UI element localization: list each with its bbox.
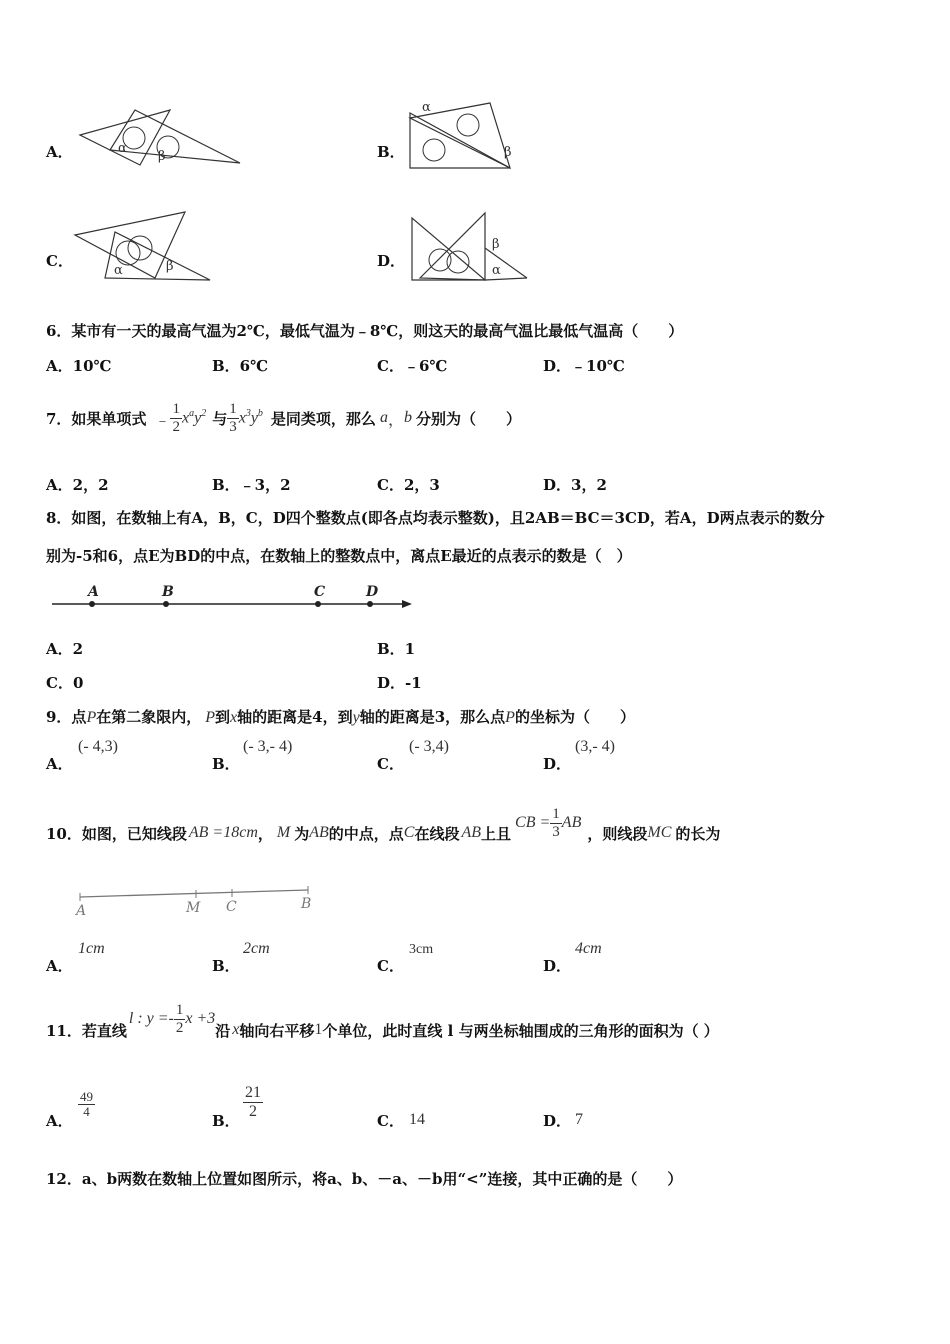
q5c-beta: β xyxy=(166,259,174,274)
q5-figure-d xyxy=(400,208,540,288)
q11-option-b-value: $\frac{21}{2}$ xyxy=(245,1084,261,1120)
q8-option-d: D．-1 xyxy=(377,674,422,692)
q10-label-a: A xyxy=(76,903,87,919)
q10-segment-figure xyxy=(76,882,326,922)
q9-option-d-value: (3,- 4) xyxy=(575,738,615,755)
q8-option-a: A．2 xyxy=(46,640,84,658)
q10-option-b-value: 2cm xyxy=(243,940,270,957)
q10-option-b-label: B． xyxy=(212,957,240,975)
q8-point-a: A xyxy=(88,584,99,600)
q11-option-d-value: 7 xyxy=(575,1111,583,1128)
q8-point-b: B xyxy=(162,584,174,600)
q7-option-a: A．2，2 xyxy=(46,476,109,494)
q8-option-b: B．1 xyxy=(377,640,416,658)
q10-option-c-label: C． xyxy=(377,957,404,975)
q5-option-c-label: C． xyxy=(46,252,73,270)
q7-stem-start: 7．如果单项式 xyxy=(46,409,147,428)
q5a-beta: β xyxy=(158,149,166,164)
q9-option-b-value: (- 3,- 4) xyxy=(243,738,293,755)
q7-option-c: C．2，3 xyxy=(377,476,440,494)
q10-label-c: C xyxy=(226,899,237,915)
q5-option-d-label: D． xyxy=(377,252,406,270)
q6-stem: 6．某市有一天的最高气温为2℃，最低气温为﹣8℃，则这天的最高气温比最低气温高（ ） xyxy=(46,322,684,340)
q10-option-d-value: 4cm xyxy=(575,940,602,957)
q7-option-b: B．﹣3，2 xyxy=(212,476,291,494)
q5d-beta: β xyxy=(492,237,500,252)
q10-label-b: B xyxy=(301,896,312,912)
q10-label-m: M xyxy=(186,900,201,916)
q11-option-d-label: D． xyxy=(543,1112,572,1130)
q9-option-a-value: (- 4,3) xyxy=(78,738,118,755)
q5b-beta: β xyxy=(504,145,512,160)
q7-stem: 7．如果单项式 ﹣ $\frac{1}{2}$ $x^ay^2$ 与 $\frac{1}{3}$ $x^3y^b$ 是同类项，那么 a ， b 分别为（ ） xyxy=(46,401,521,435)
q5c-alpha: α xyxy=(114,263,123,278)
q8-point-c: C xyxy=(314,584,326,600)
q7-option-d: D．3，2 xyxy=(543,476,607,494)
q6-option-a: A．10℃ xyxy=(46,357,112,375)
q6-option-d: D．﹣10℃ xyxy=(543,357,625,375)
q10-option-c-value: 3cm xyxy=(409,942,434,957)
q9-option-c-label: C． xyxy=(377,755,404,773)
q5-figure-b xyxy=(400,98,540,178)
q8-option-c: C．0 xyxy=(46,674,84,692)
q11-option-c-value: 14 xyxy=(409,1111,425,1128)
q12-stem: 12．a、b两数在数轴上位置如图所示，将a、b、－a、－b用“<”连接，其中正确的是（ ） xyxy=(46,1170,683,1188)
q5a-alpha: α xyxy=(118,141,127,156)
q5-option-b-label: B． xyxy=(377,143,405,161)
q8-point-d: D xyxy=(366,584,379,600)
q6-option-b: B．6℃ xyxy=(212,357,269,375)
q11-option-a-label: A． xyxy=(46,1112,73,1130)
q5d-alpha: α xyxy=(492,263,501,278)
q5-figure-c xyxy=(70,208,220,288)
q10-stem: 10．如图，已知线段 AB =18cm ， M 为 AB 的中点，点 C 在线段 AB 上且 CB = $\frac{1}{3}$ AB ，则线段 MC 的长为 xyxy=(46,806,721,843)
q8-number-line xyxy=(50,582,420,617)
q6-option-c: C．﹣6℃ xyxy=(377,357,448,375)
q9-option-c-value: (- 3,4) xyxy=(409,738,449,755)
q9-option-a-label: A． xyxy=(46,755,73,773)
q11-option-c-label: C． xyxy=(377,1112,404,1130)
q5-option-a-label: A． xyxy=(46,143,73,161)
q11-option-a-value: $\frac{49}{4}$ xyxy=(80,1089,93,1120)
q11-option-b-label: B． xyxy=(212,1112,240,1130)
q8-stem-line1: 8．如图，在数轴上有A，B，C，D四个整数点(即各点均表示整数)，且2AB＝BC＝3CD，若A，D两点表示的数分 xyxy=(46,509,825,527)
q5-figure-a xyxy=(70,100,250,180)
q10-option-a-value: 1cm xyxy=(78,940,105,957)
q10-option-a-label: A． xyxy=(46,957,73,975)
q9-option-b-label: B． xyxy=(212,755,240,773)
q11-stem: 11．若直线 l : y =- $\frac{1}{2}$ x +3 沿 x 轴向右平移 1 个单位，此时直线 l 与两坐标轴围成的三角形的面积为（ ） xyxy=(46,1002,719,1040)
q10-option-d-label: D． xyxy=(543,957,572,975)
q8-stem-line2: 别为-5和6，点E为BD的中点，在数轴上的整数点中，离点E最近的点表示的数是（ ） xyxy=(46,547,632,565)
q9-option-d-label: D． xyxy=(543,755,572,773)
q9-stem: 9．点P在第二象限内， P到x轴的距离是4，到y轴的距离是3，那么点P的坐标为（ ） xyxy=(46,708,635,726)
q5b-alpha: α xyxy=(422,100,431,115)
